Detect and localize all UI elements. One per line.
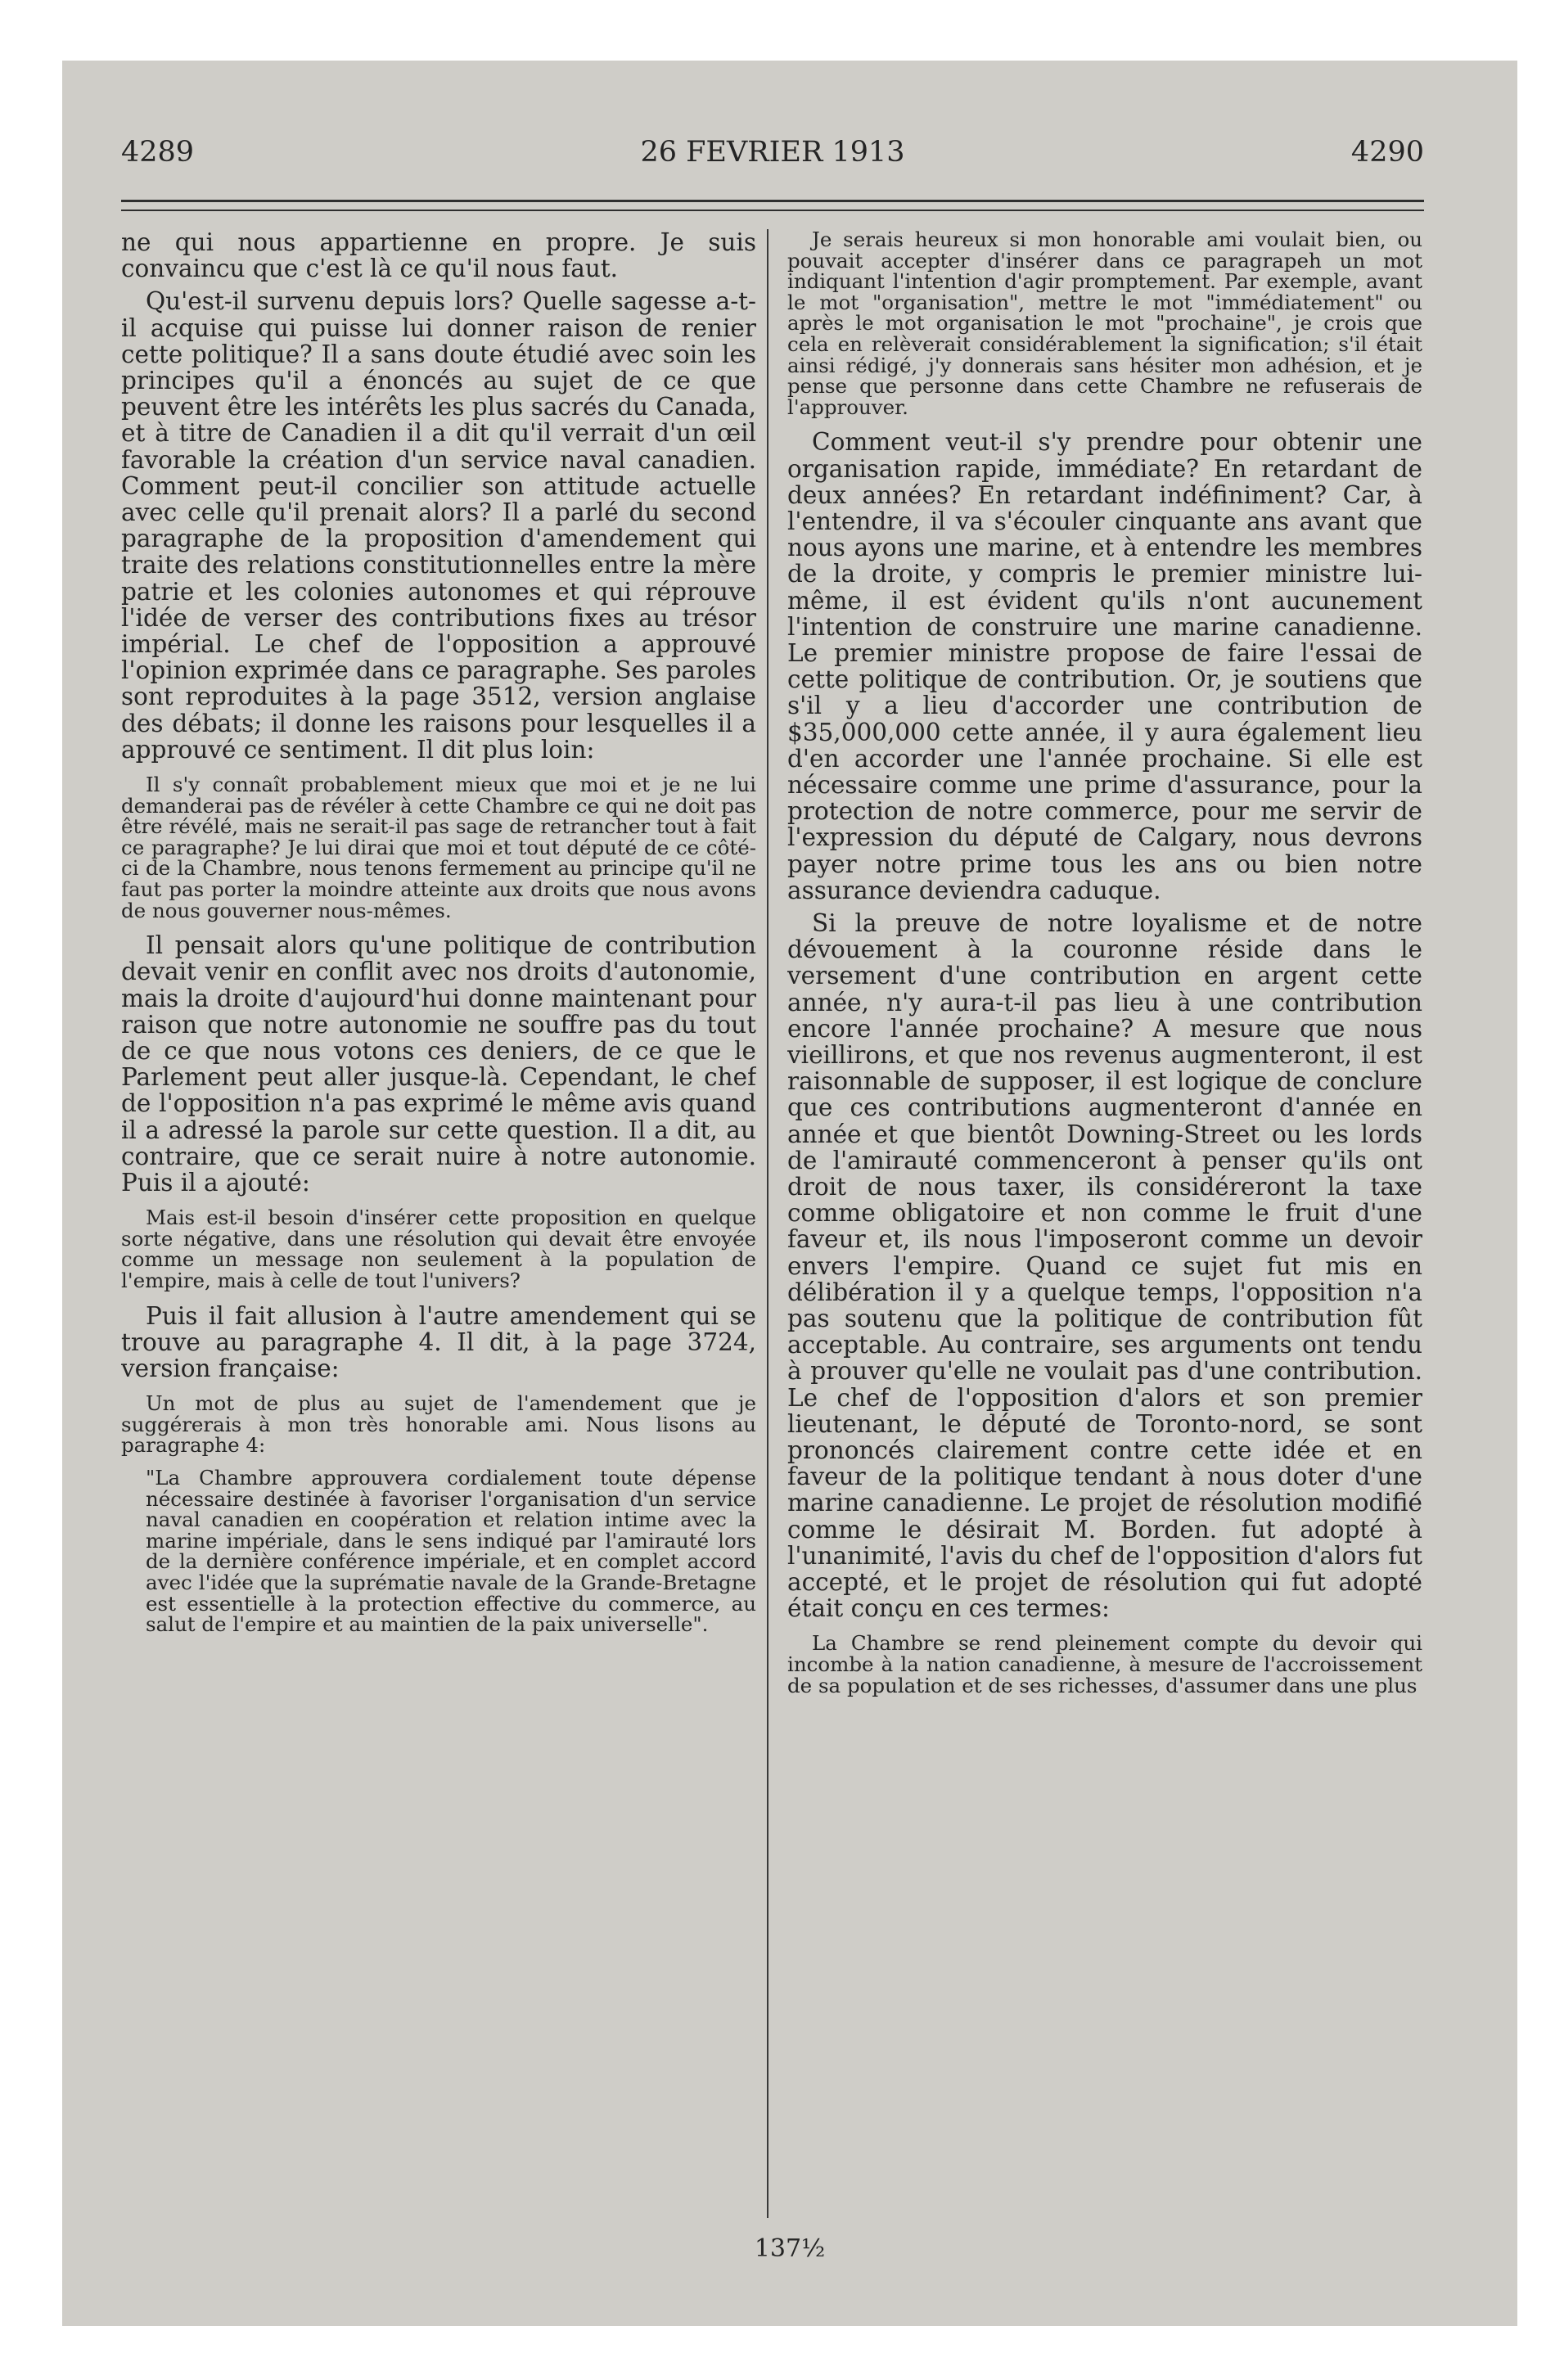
body-paragraph: Qu'est-il survenu depuis lors? Quelle sagesse a-t-il acquise qui puisse lui donner raison de renier cette politique? Il a sans doute étudié avec soin les principes qu'il a énoncés au sujet de ce que peuvent être les intérêts les plus sacrés du Canada, et à titre de Canadien il a dit qu'il verrait d'un œil favorable la création d'un service naval canadien. Comment peut-il concilier son attitude actuelle avec celle qu'il prenait alors? Il a parlé du second paragraphe de la proposition d'amendement qui traite des relations constitutionnelles entre la mère patrie et les colonies autonomes et qui réprouve l'idée de verser des contributions fixes au trésor impérial. Le chef de l'opposition a approuvé l'opinion exprimée dans ce paragraphe. Ses paroles sont reproduites à la page 3512, version anglaise des débats; il donne les raisons pour lesquelles il a approuvé ce sentiment. Il dit plus loin: — [121, 287, 756, 764]
header-date: 26 FEVRIER 1913 — [640, 136, 905, 169]
paragraph-gap — [121, 921, 756, 932]
scanned-page — [62, 61, 1517, 2326]
quoted-paragraph: La Chambre se rend pleinement compte du devoir qui incombe à la nation canadienne, à mesure de l'accroissement de sa population et de ses richesses, d'assumer dans une plus — [787, 1631, 1422, 1697]
column-divider — [767, 229, 768, 2218]
left-column — [121, 229, 756, 2210]
body-paragraph: Si la preuve de notre loyalisme et de notre dévouement à la couronne réside dans le versement d'une contribution en argent cette année, n'y aura-t-il pas lieu à une contribution encore l'année prochaine? A mesure que nous vieillirons, et que nos revenus augmenteront, il est raisonnable de supposer, il est logique de conclure que ces contributions augmenteront d'année en année et que bientôt Downing-Street ou les lords de l'amirauté commenceront à penser qu'ils ont droit de nous taxer, ils considéreront la taxe comme obligatoire et non comme le fruit d'une faveur et, ils nous l'imposeront comme un devoir envers l'empire. Quand ce sujet fut mis en délibération il y a quelque temps, l'opposition n'a pas soutenu que la politique de contribution fût acceptable. Au contraire, ses arguments ont tendu à prouver qu'elle ne voulait pas d'une contribution. Le chef de l'opposition d'alors et son premier lieutenant, le député de Toronto-nord, se sont prononcés clairement contre cette idée et en faveur de la politique tendant à nous doter d'une marine canadienne. Le projet de résolution modifié comme le désirait M. Borden. fut adopté à l'unanimité, l'avis du chef de l'opposition d'alors fut accepté, et le projet de résolution qui fut adopté était conçu en ces termes: — [787, 909, 1422, 1623]
signature-mark: 137½ — [754, 2234, 826, 2263]
quoted-paragraph: Un mot de plus au sujet de l'amendement que je suggérerais à mon très honorable ami. Nous lisons au paragraphe 4: — [121, 1391, 756, 1458]
body-paragraph: Comment veut-il s'y prendre pour obtenir une organisation rapide, immédiate? En retardant de deux années? En retardant indéfiniment? Car, à l'entendre, il va s'écouler cinquante ans avant que nous ayons une marine, et à entendre les membres de la droite, y compris le premier ministre lui-même, il est évident qu'ils n'ont aucunement l'intention de construire une marine canadienne. Le premier ministre propose de faire l'essai de cette politique de contribution. Or, je soutiens que s'il y a lieu d'accorder une contribution de $35,000,000 cette année, il y aura également lieu d'en accorder une l'année prochaine. Si elle est nécessaire comme une prime d'assurance, pour la protection de notre commerce, pour me servir de l'expression du député de Calgary, nous devrons payer notre prime tous les ans ou bien notre assurance deviendra caduque. — [787, 428, 1422, 904]
quoted-paragraph: Il s'y connaît probablement mieux que moi et je ne lui demanderai pas de révéler à cette Chambre ce qui ne doit pas être révélé, mais ne serait-il pas sage de retrancher tout à fait ce paragraphe? Je lui dirai que moi et tout député de ce côté-ci de la Chambre, nous tenons fermement au principe qu'il ne faut pas porter la moindre atteinte aux droits que nous avons de nous gouverner nous-mêmes. — [121, 773, 756, 922]
left-page-number: 4289 — [121, 136, 195, 169]
page-header — [121, 136, 1424, 177]
quoted-paragraph: "La Chambre approuvera cordialement toute dépense nécessaire destinée à favoriser l'organisation d'un service naval canadien en coopération et relation intime avec la marine impériale, dans le sens indiqué par l'amirauté lors de la dernière conférence impériale, et en complet accord avec l'idée que la suprématie navale de la Grande-Bretagne est essentielle à la protection effective du commerce, au salut de l'empire et au maintien de la paix universelle". — [146, 1466, 756, 1637]
quoted-paragraph: Mais est-il besoin d'insérer cette proposition en quelque sorte négative, dans une résolution qui devait être envoyée comme un message non seulement à la population de l'empire, mais à celle de tout l'univers? — [121, 1206, 756, 1293]
body-paragraph: ne qui nous appartienne en propre. Je suis convaincu que c'est là ce qu'il nous faut. — [121, 229, 756, 283]
quoted-paragraph: Je serais heureux si mon honorable ami voulait bien, ou pouvait accepter d'insérer dans ce paragrapeh un mot indiquant l'intention d'agir promptement. Par exemple, avant le mot "organisation", mettre le mot "immédiatement" ou après le mot organisation le mot "prochaine", je crois que cela en relèverait considérablement la signification; s'il était ainsi rédigé, j'y donnerais sans hésiter mon adhésion, et je pense que personne dans cette Chambre ne refuserais de l'approuver. — [787, 229, 1422, 419]
body-paragraph: Il pensait alors qu'une politique de contribution devait venir en conflit avec nos droits d'autonomie, mais la droite d'aujourd'hui donne maintenant pour raison que notre autonomie ne souffre pas du tout de ce que nous votons ces deniers, de ce que le Parlement peut aller jusque-là. Cependant, le chef de l'opposition n'a pas exprimé le même avis quand il a adressé la parole sur cette question. Il a dit, au contraire, que ce serait nuire à notre autonomie. Puis il a ajouté: — [121, 931, 756, 1197]
header-rule-bottom — [121, 210, 1424, 211]
paragraph-gap — [787, 417, 1422, 429]
paragraph-gap — [121, 1291, 756, 1303]
body-paragraph: Puis il fait allusion à l'autre amendement qui se trouve au paragraphe 4. Il dit, à la page 3724, version française: — [121, 1301, 756, 1383]
right-page-number: 4290 — [1350, 136, 1424, 169]
header-rule-top — [121, 200, 1424, 202]
right-column — [787, 229, 1422, 2210]
